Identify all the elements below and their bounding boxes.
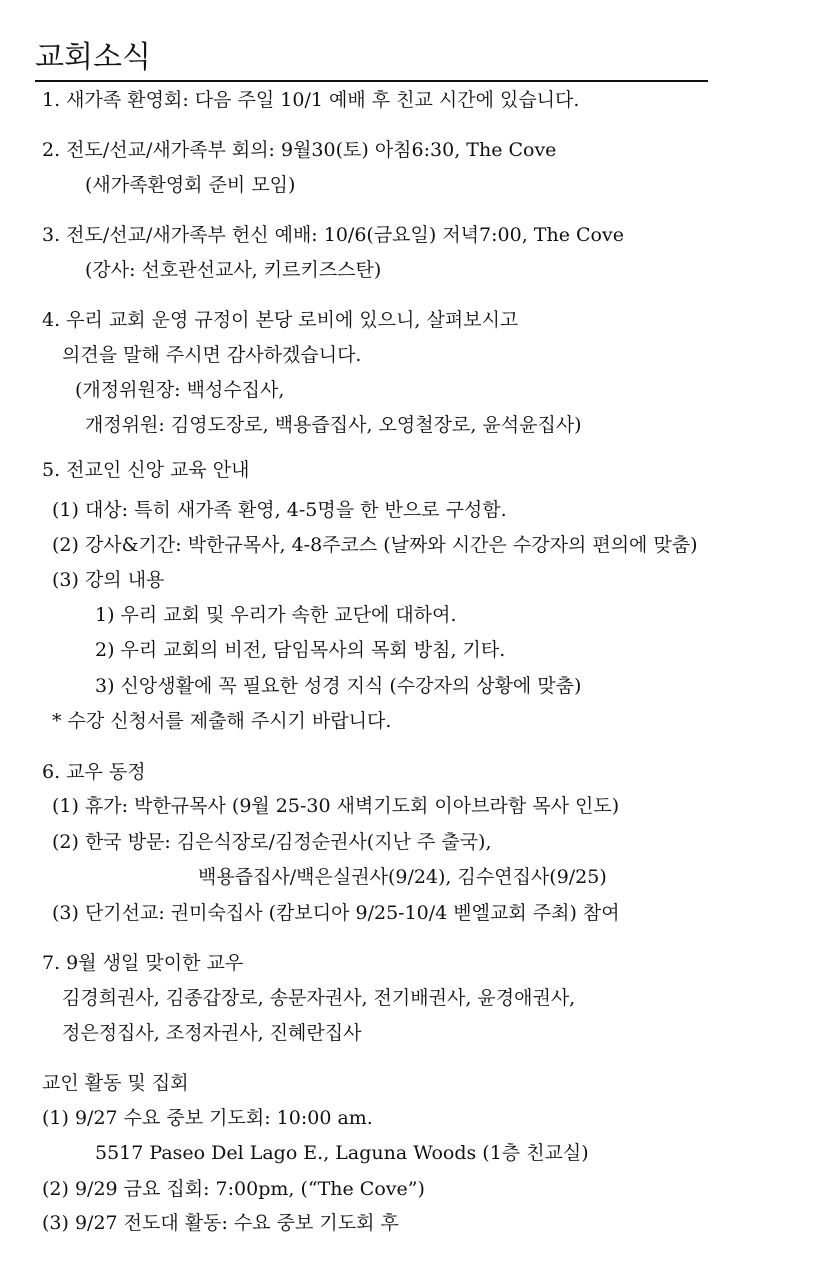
activity-address: 5517 Paseo Del Lago E., Laguna Woods (1층 친교실)	[95, 1142, 589, 1164]
notice-7: 7. 9월 생일 맞이한 교우	[42, 952, 244, 974]
notice-4-cont: 의견을 말해 주시면 감사하겠습니다.	[62, 344, 362, 366]
notice-5-note: * 수강 신청서를 제출해 주시기 바랍니다.	[52, 710, 392, 732]
notice-4: 4. 우리 교회 운영 규정이 본당 로비에 있으니, 살펴보시고	[42, 309, 519, 331]
notice-5-item: (1) 대상: 특히 새가족 환영, 4-5명을 한 반으로 구성함.	[52, 499, 507, 521]
notice-7-names: 정은정집사, 조정자권사, 진혜란집사	[62, 1022, 362, 1044]
notice-3: 3. 전도/선교/새가족부 헌신 예배: 10/6(금요일) 저녁7:00, The Cove	[42, 224, 624, 246]
notice-4-members: 개정위원: 김영도장로, 백용즙집사, 오영철장로, 윤석윤집사)	[85, 414, 582, 436]
notice-1: 1. 새가족 환영회: 다음 주일 10/1 예배 후 친교 시간에 있습니다.	[42, 89, 580, 111]
notice-7-names: 김경희권사, 김종갑장로, 송문자권사, 전기배권사, 윤경애권사,	[62, 987, 576, 1009]
page-title: 교회소식	[35, 40, 151, 75]
notice-5-subitem: 1) 우리 교회 및 우리가 속한 교단에 대하여.	[95, 604, 457, 626]
notice-5: 5. 전교인 신앙 교육 안내	[42, 459, 250, 481]
notice-2: 2. 전도/선교/새가족부 회의: 9월30(토) 아침6:30, The Cove	[42, 139, 557, 161]
notice-2-detail: (새가족환영회 준비 모임)	[85, 174, 296, 196]
notice-5-item: (3) 강의 내용	[52, 569, 165, 591]
activity-item: (3) 9/27 전도대 활동: 수요 중보 기도회 후	[42, 1212, 399, 1234]
activities-heading: 교인 활동 및 집회	[42, 1072, 189, 1094]
notice-5-subitem: 3) 신앙생활에 꼭 필요한 성경 지식 (수강자의 상황에 맞춤)	[95, 675, 582, 697]
notice-6-item: (3) 단기선교: 권미숙집사 (캄보디아 9/25-10/4 벧엘교회 주최) 참여	[52, 902, 620, 924]
notice-6: 6. 교우 동정	[42, 761, 146, 783]
notice-5-item: (2) 강사&기간: 박한규목사, 4-8주코스 (날짜와 시간은 수강자의 편의에 맞춤)	[52, 534, 698, 556]
notice-5-subitem: 2) 우리 교회의 비전, 담임목사의 목회 방침, 기타.	[95, 639, 506, 661]
activity-item: (2) 9/29 금요 집회: 7:00pm, (“The Cove”)	[42, 1178, 425, 1200]
activity-item: (1) 9/27 수요 중보 기도회: 10:00 am.	[42, 1107, 373, 1129]
notice-6-item: (1) 휴가: 박한규목사 (9월 25-30 새벽기도회 이아브라함 목사 인도)	[52, 795, 620, 817]
title-divider	[35, 80, 708, 82]
notice-4-chair: (개정위원장: 백성수집사,	[75, 379, 285, 401]
notice-3-detail: (강사: 선호관선교사, 키르키즈스탄)	[85, 259, 382, 281]
notice-6-item-cont: 백용즙집사/백은실권사(9/24), 김수연집사(9/25)	[198, 866, 607, 888]
notice-6-item: (2) 한국 방문: 김은식장로/김정순권사(지난 주 출국),	[52, 831, 492, 853]
